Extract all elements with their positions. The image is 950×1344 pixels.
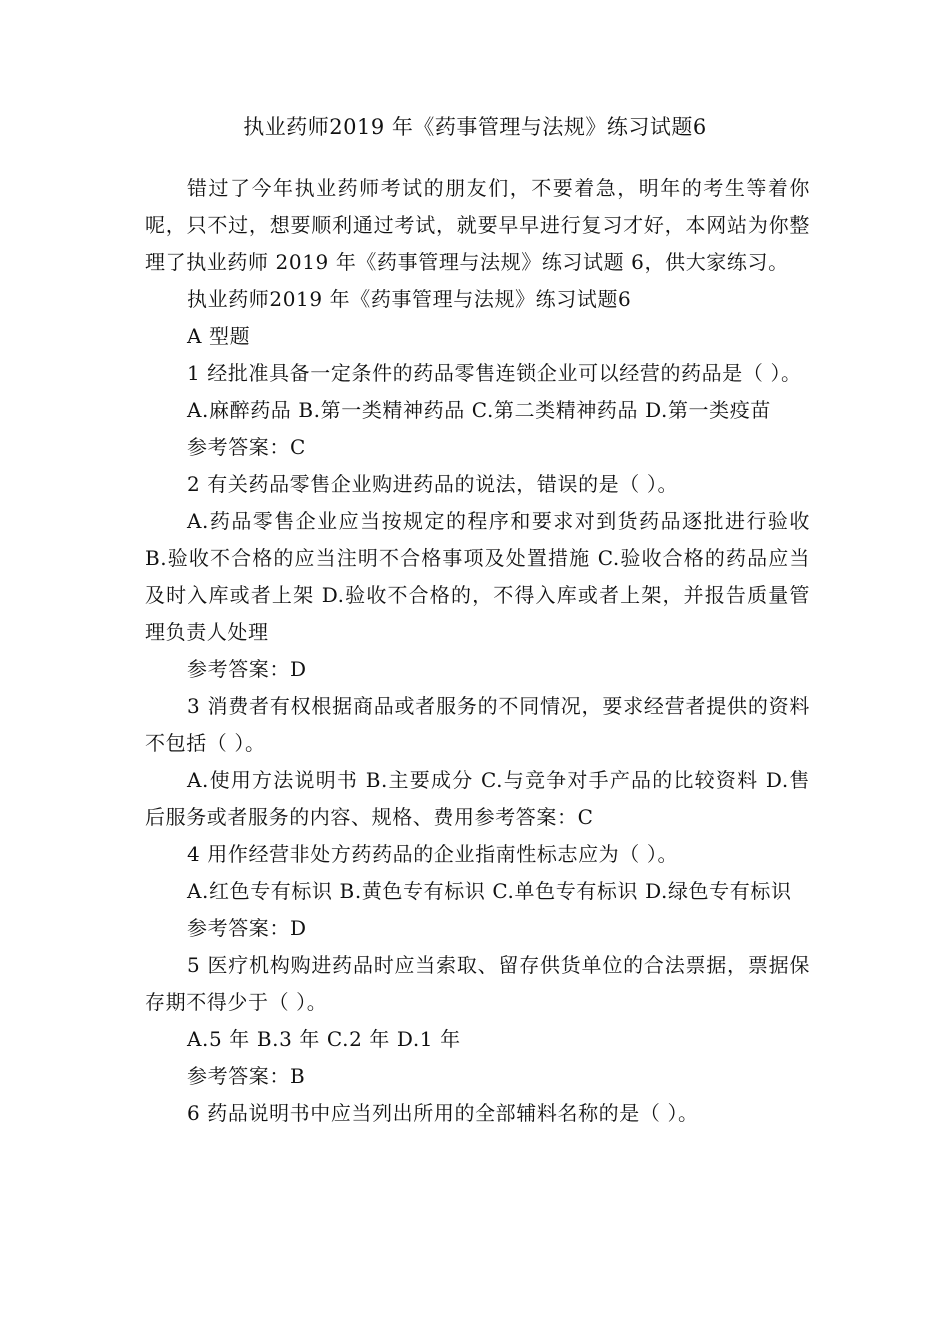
question-1-answer: 参考答案：C xyxy=(187,435,306,459)
question-5-answer: 参考答案：B xyxy=(187,1064,306,1088)
question-6: 6 药品说明书中应当列出所用的全部辅料名称的是（ ）。 xyxy=(187,1101,699,1125)
question-4-options: A.红色专有标识 B.黄色专有标识 C.单色专有标识 D.绿色专有标识 xyxy=(187,879,792,903)
question-1-options: A.麻醉药品 B.第一类精神药品 C.第二类精神药品 D.第一类疫苗 xyxy=(187,398,771,422)
question-2-answer: 参考答案：D xyxy=(187,657,307,681)
question-3: 3 消费者有权根据商品或者服务的不同情况，要求经营者提供的资料不包括（ ）。 xyxy=(145,694,810,755)
question-2: 2 有关药品零售企业购进药品的说法，错误的是（ ）。 xyxy=(187,472,679,496)
document-body xyxy=(145,170,810,1132)
question-1: 1 经批准具备一定条件的药品零售连锁企业可以经营的药品是（ ）。 xyxy=(187,361,802,385)
section-heading: 执业药师2019 年《药事管理与法规》练习试题6 xyxy=(187,287,632,311)
question-4: 4 用作经营非处方药药品的企业指南性标志应为（ ）。 xyxy=(187,842,679,866)
question-5: 5 医疗机构购进药品时应当索取、留存供货单位的合法票据，票据保存期不得少于（ ）。 xyxy=(145,953,810,1014)
intro-paragraph: 错过了今年执业药师考试的朋友们，不要着急，明年的考生等着你呢，只不过，想要顺利通过考试，就要早早进行复习才好，本网站为你整理了执业药师 2019 年《药事管理与法规》练习试题 6，供大家练习。 xyxy=(145,176,810,274)
document-title: 执业药师2019 年《药事管理与法规》练习试题6 xyxy=(243,115,707,139)
question-4-answer: 参考答案：D xyxy=(187,916,307,940)
question-2-options: A.药品零售企业应当按规定的程序和要求对到货药品逐批进行验收 B.验收不合格的应当注明不合格事项及处置措施 C.验收合格的药品应当及时入库或者上架 D.验收不合格的，不得入库或者上架，并报告质量管理负责人处理 xyxy=(145,509,810,644)
question-5-options: A.5 年 B.3 年 C.2 年 D.1 年 xyxy=(187,1027,461,1051)
question-3-options: A.使用方法说明书 B.主要成分 C.与竞争对手产品的比较资料 D.售后服务或者服务的内容、规格、费用参考答案：C xyxy=(145,768,810,829)
question-type-heading: A 型题 xyxy=(187,324,251,348)
